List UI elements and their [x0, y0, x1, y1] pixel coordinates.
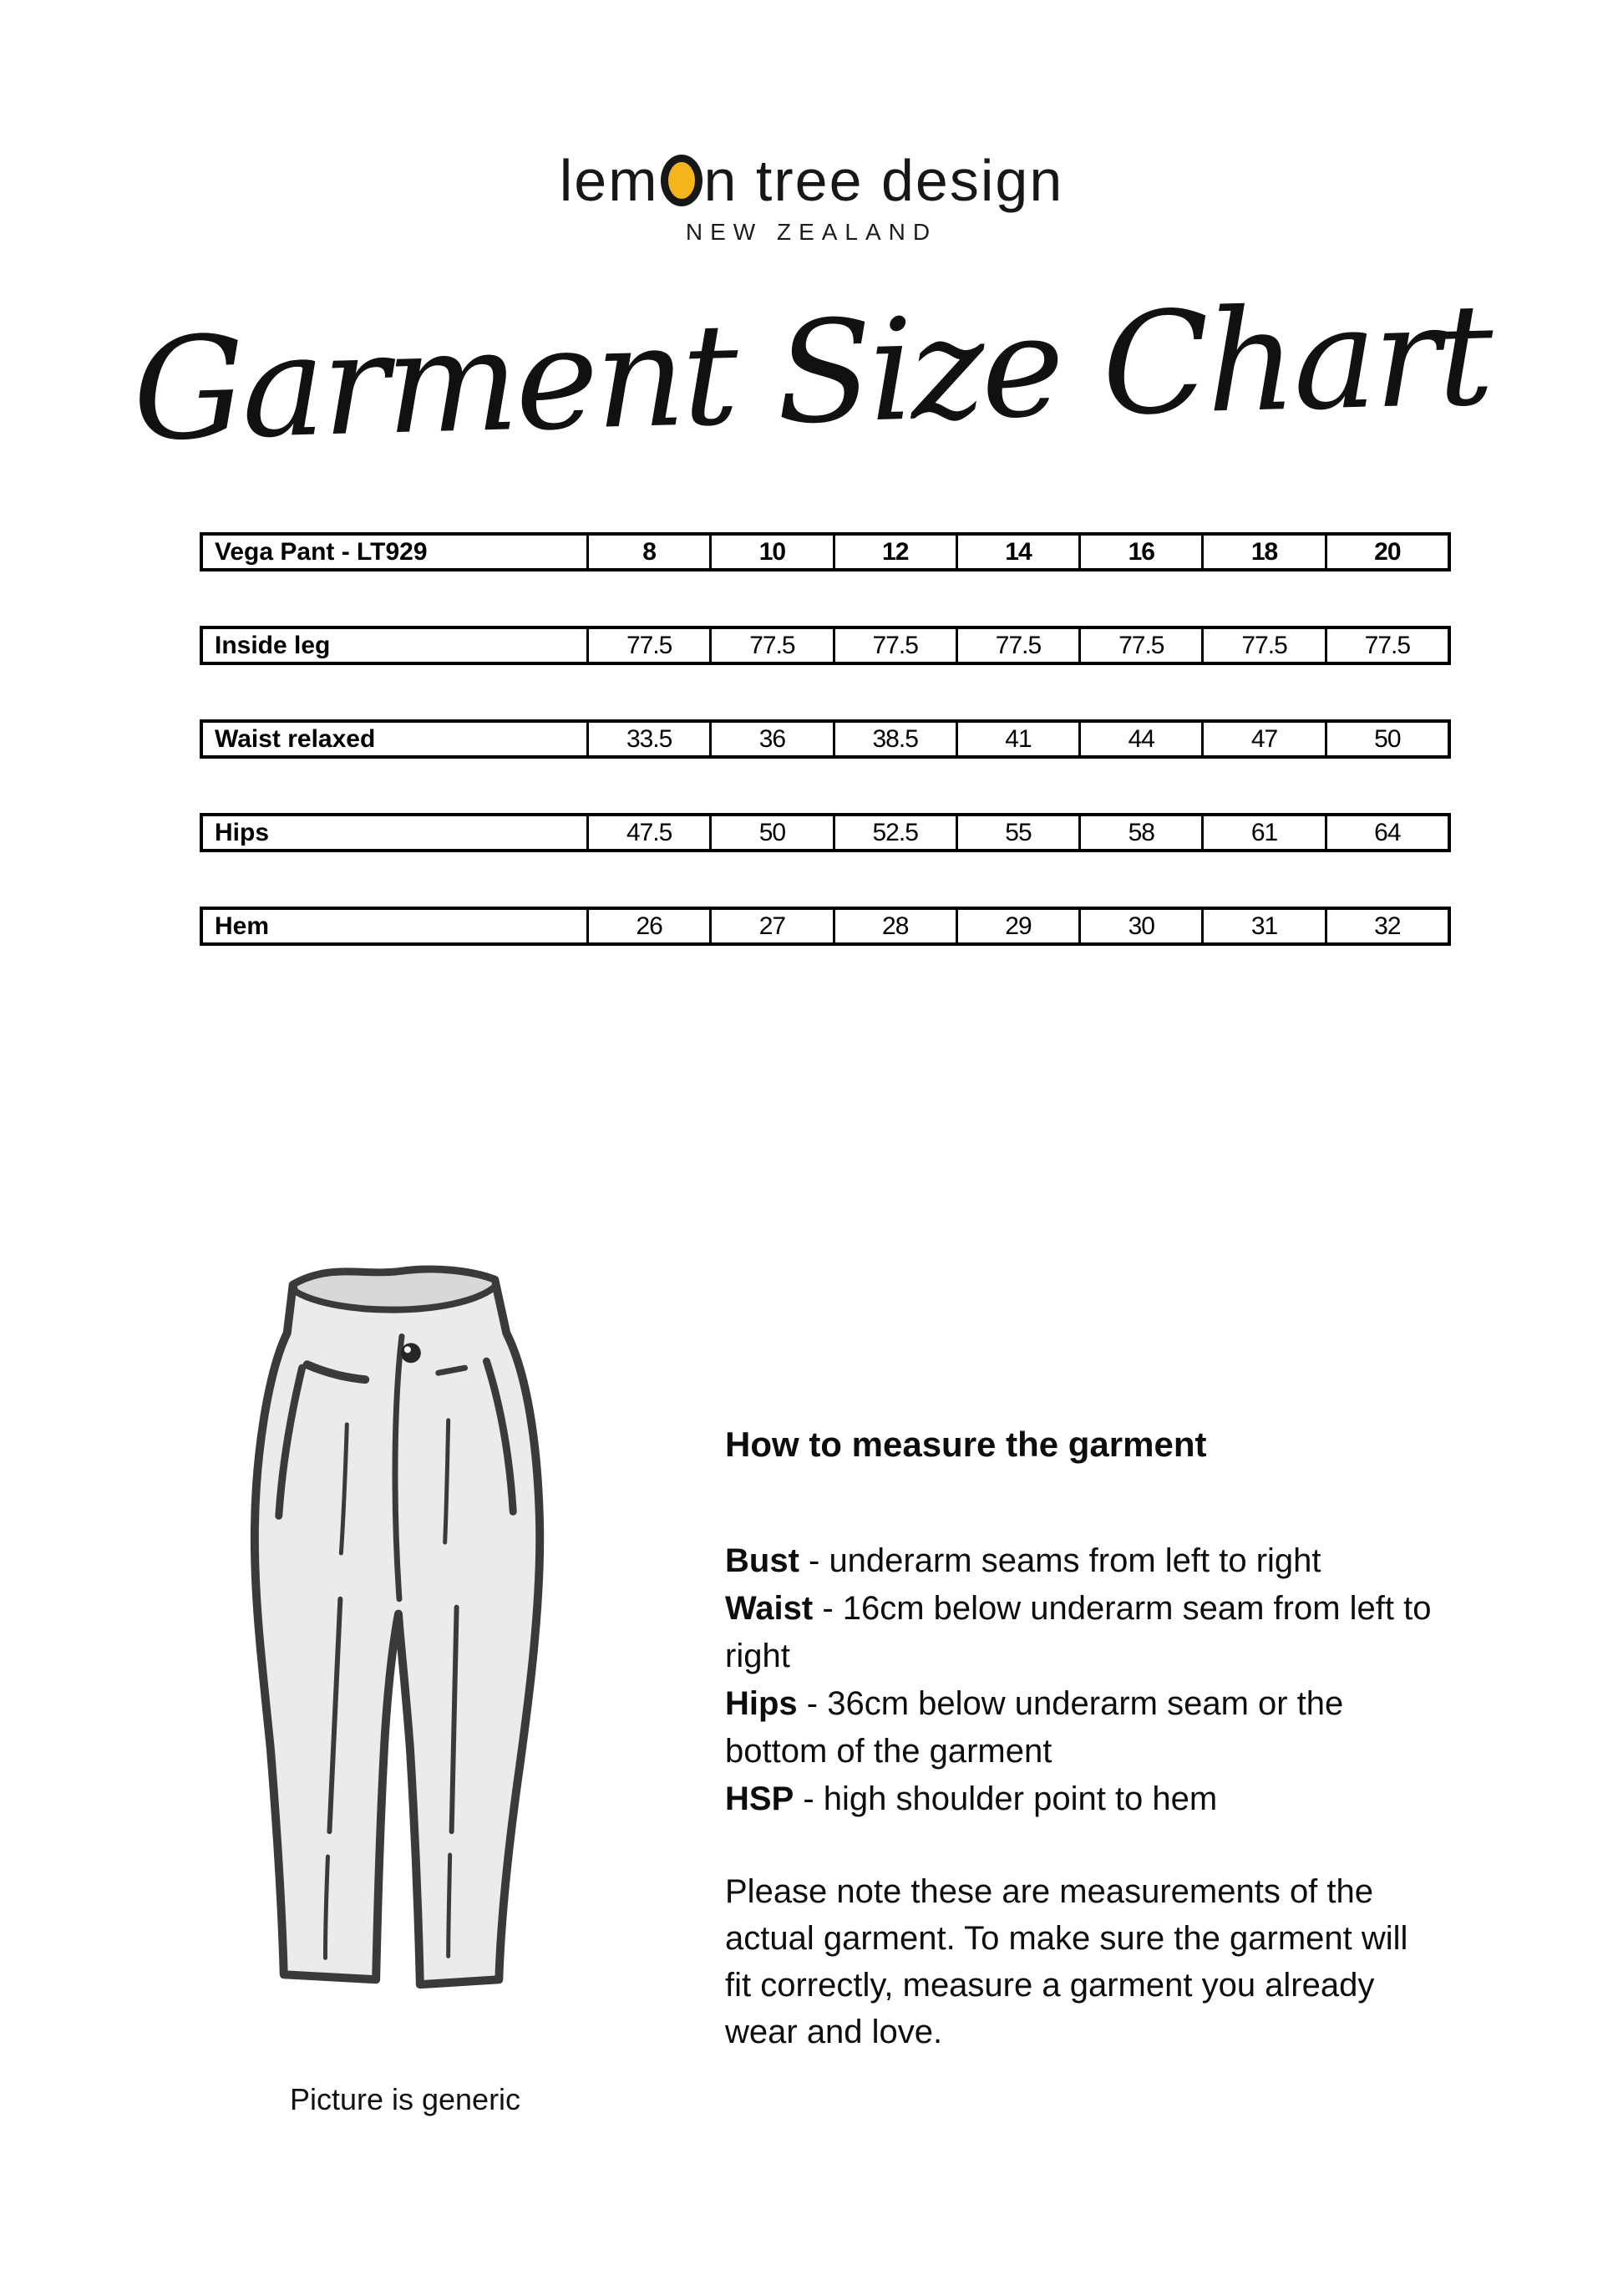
size-header-row — [200, 532, 1451, 571]
measurement-cell: 55 — [956, 816, 1078, 849]
crease-right-lower — [449, 1855, 450, 1956]
brand-name-post: n tree design — [703, 148, 1064, 213]
measure-item: HSP - high shoulder point to hem — [725, 1780, 1218, 1817]
measurement-cell: 77.5 — [1201, 629, 1324, 662]
row-label: Hips — [215, 819, 270, 846]
crease-left-lower — [325, 1857, 327, 1958]
measurement-cell: 77.5 — [709, 629, 832, 662]
lemon-dot-icon — [661, 155, 702, 206]
measurement-cell: 47.5 — [586, 816, 709, 849]
measurement-cell: 77.5 — [956, 629, 1078, 662]
measurement-cell: 26 — [586, 910, 709, 942]
measure-term: Hips — [725, 1685, 798, 1722]
measurement-cell: 77.5 — [1325, 629, 1448, 662]
measure-term: HSP — [725, 1780, 794, 1817]
size-header-cell: 16 — [1078, 536, 1201, 568]
measure-item: Bust - underarm seams from left to right — [725, 1542, 1321, 1579]
measurement-row — [200, 813, 1451, 852]
measurement-cell: 77.5 — [1078, 629, 1201, 662]
measurement-cell: 44 — [1078, 723, 1201, 755]
product-name: Vega Pant - LT929 — [215, 538, 428, 566]
row-label: Hem — [215, 912, 270, 940]
brand-name-pre: lem — [559, 148, 659, 213]
waist-button-icon — [401, 1343, 421, 1363]
measurement-row — [200, 626, 1451, 665]
measure-item: Waist - 16cm below underarm seam from left to right — [725, 1590, 1432, 1674]
measurement-cell: 33.5 — [586, 723, 709, 755]
row-label: Waist relaxed — [215, 725, 376, 753]
illustration-caption: Picture is generic — [289, 2082, 521, 2116]
measurement-cell: 47 — [1201, 723, 1324, 755]
size-header-cell: 12 — [833, 536, 956, 568]
measurement-cell: 38.5 — [833, 723, 956, 755]
measurement-cell: 30 — [1078, 910, 1201, 942]
measurement-cell: 61 — [1201, 816, 1324, 849]
measurement-cell: 31 — [1201, 910, 1324, 942]
measurement-cell: 28 — [833, 910, 956, 942]
pants-illustration — [246, 1250, 547, 2014]
measure-guide-heading: How to measure the garment — [725, 1425, 1207, 1464]
row-label: Inside leg — [215, 632, 331, 659]
measurement-cell: 41 — [956, 723, 1078, 755]
measure-item: Hips - 36cm below underarm seam or the bottom of the garment — [725, 1685, 1344, 1770]
measure-list — [725, 1537, 1435, 1823]
measurement-cell: 64 — [1325, 816, 1448, 849]
measure-guide — [725, 1425, 1435, 2055]
measurement-cell: 29 — [956, 910, 1078, 942]
size-header-cell: 10 — [709, 536, 832, 568]
size-chart-table — [200, 532, 1451, 946]
measurement-cell: 50 — [1325, 723, 1448, 755]
size-header-cell: 20 — [1325, 536, 1448, 568]
measurement-cell: 36 — [709, 723, 832, 755]
waistband-opening — [293, 1269, 495, 1309]
size-header-cell: 14 — [956, 536, 1078, 568]
size-header-cell: 18 — [1201, 536, 1324, 568]
measurement-cell: 52.5 — [833, 816, 956, 849]
measure-term: Waist — [725, 1590, 814, 1627]
page-title: Garment Size Chart — [130, 272, 1493, 473]
brand-logo — [0, 147, 1623, 214]
brand-country: NEW ZEALAND — [685, 219, 938, 245]
measurement-cell: 77.5 — [833, 629, 956, 662]
waist-button-highlight — [404, 1346, 411, 1353]
measurement-cell: 50 — [709, 816, 832, 849]
measurement-row — [200, 907, 1451, 946]
measurement-cell: 27 — [709, 910, 832, 942]
measurement-cell: 77.5 — [586, 629, 709, 662]
measurement-cell: 58 — [1078, 816, 1201, 849]
measure-term: Bust — [725, 1542, 799, 1579]
size-header-cell: 8 — [586, 536, 709, 568]
measurement-row — [200, 719, 1451, 759]
measurement-cell: 32 — [1325, 910, 1448, 942]
measure-note: Please note these are measurements of the actual garment. To make sure the garment will fit correctly, measure a garment you already wear and love. — [725, 1873, 1408, 2050]
